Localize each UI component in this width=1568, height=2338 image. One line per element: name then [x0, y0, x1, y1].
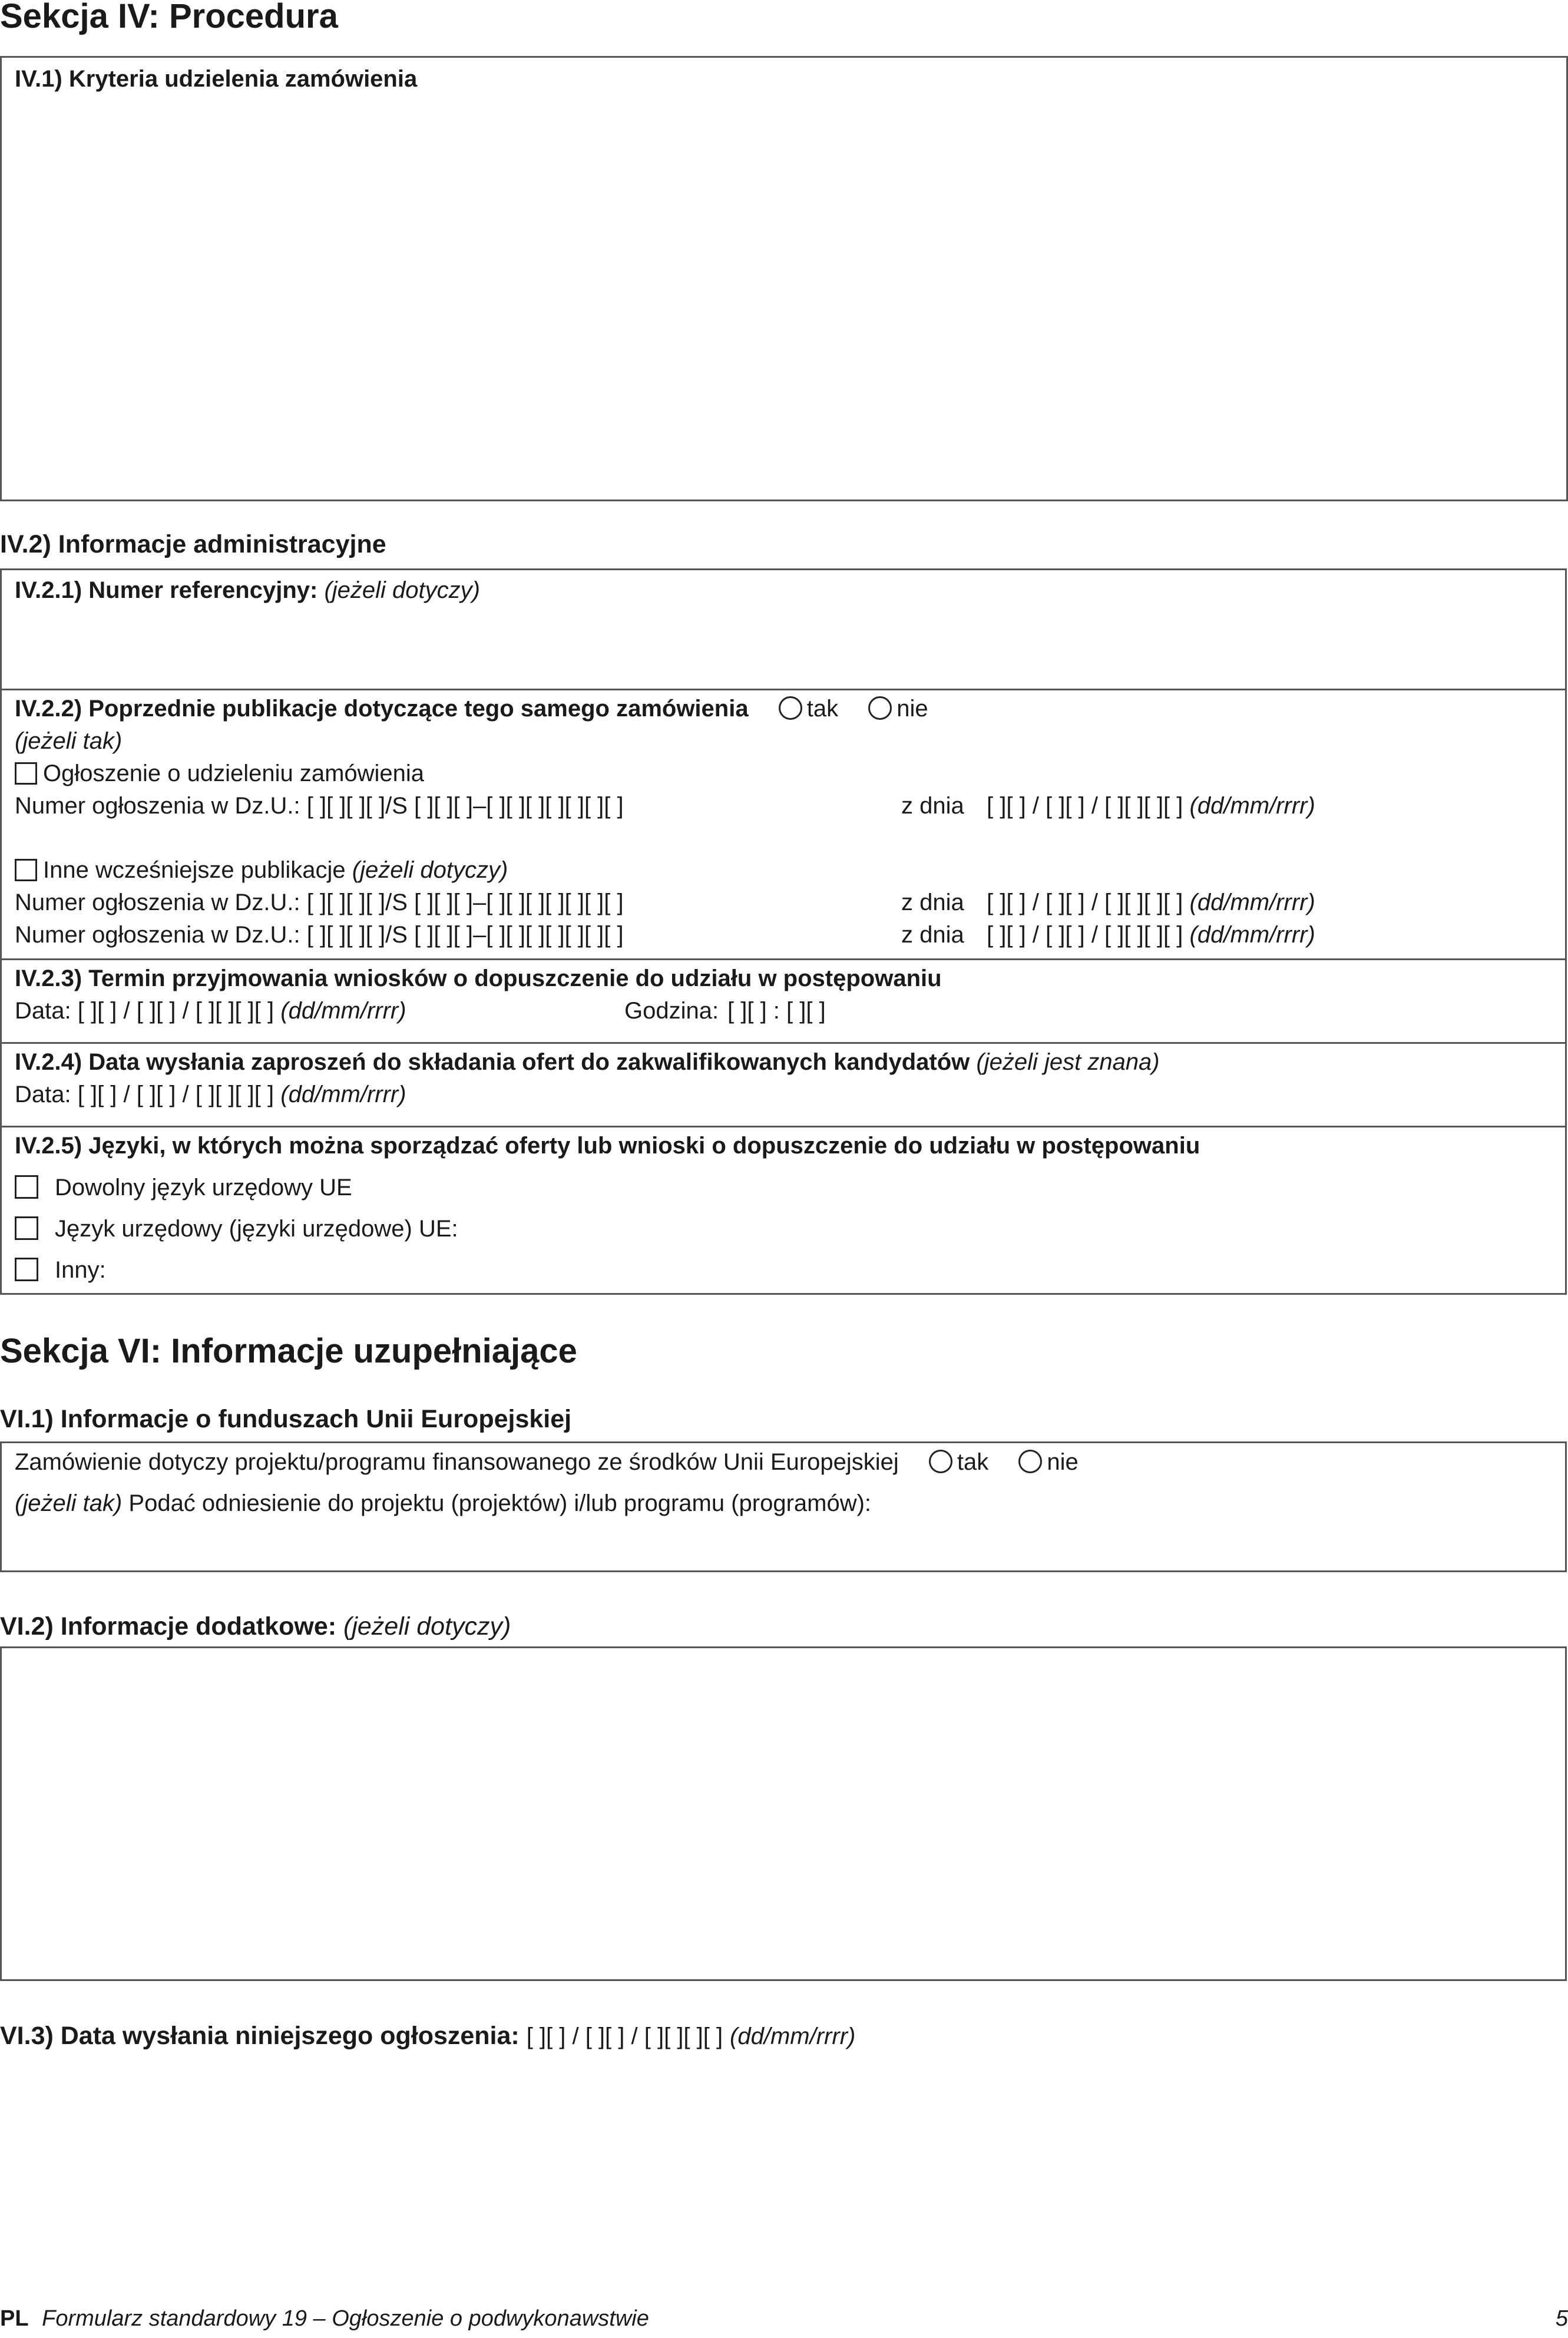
iv21-note: (jeżeli dotyczy) — [324, 577, 480, 603]
language-checkbox[interactable] — [15, 1175, 38, 1199]
vi2-title: VI.2) Informacje dodatkowe: — [0, 1612, 337, 1641]
other-publications-note: (jeżeli dotyczy) — [352, 857, 508, 883]
iv21-label: IV.2.1) Numer referencyjny: — [15, 577, 318, 603]
divider — [2, 1126, 1565, 1127]
other-publications-label: Inne wcześniejsze publikacje — [43, 857, 346, 883]
iv21-line — [15, 577, 480, 604]
no-label: nie — [1047, 1449, 1079, 1475]
oj-number-field[interactable]: Numer ogłoszenia w Dz.U.: [ ][ ][ ][ ]/S [ ][ ][ ]–[ ][ ][ ][ ][ ][ ][ ] — [15, 889, 624, 915]
vi3-title: VI.3) Data wysłania niniejszego ogłoszenia: — [0, 2022, 520, 2050]
divider — [2, 689, 1565, 690]
iv22-label: IV.2.2) Poprzednie publikacje dotyczące tego samego zamówienia — [15, 696, 749, 722]
award-notice-line — [15, 760, 424, 787]
vi1-reference: Podać odniesienie do projektu (projektów) i/lub programu (programów): — [128, 1490, 872, 1516]
date-field[interactable]: [ ][ ] / [ ][ ] / [ ][ ][ ][ ] (dd/mm/rrrr) — [987, 793, 1315, 819]
language-checkbox[interactable] — [15, 1258, 38, 1281]
section-vi-title: Sekcja VI: Informacje uzupełniające — [0, 1332, 577, 1370]
vi1-if-yes: (jeżeli tak) — [15, 1490, 123, 1516]
date-label: Data: — [15, 1082, 71, 1107]
date-prefix: z dnia — [901, 889, 964, 915]
vi1-reference-line — [15, 1490, 871, 1517]
language-option: Inny: — [15, 1257, 106, 1284]
iv1-title: IV.1) Kryteria udzielenia zamówienia — [15, 66, 418, 92]
iv22-if-yes: (jeżeli tak) — [15, 728, 123, 754]
language-option: Dowolny język urzędowy UE — [15, 1175, 352, 1201]
date-prefix: z dnia — [901, 922, 964, 948]
section-iv-title: Sekcja IV: Procedura — [0, 0, 338, 35]
iv23-label: IV.2.3) Termin przyjmowania wniosków o dopuszczenie do udziału w postępowaniu — [15, 965, 942, 991]
iv24-line — [15, 1049, 1160, 1076]
date-format: (dd/mm/rrrr) — [280, 998, 406, 1024]
vi1-question-line — [15, 1449, 1079, 1476]
vi1-title: VI.1) Informacje o funduszach Unii Europejskiej — [0, 1405, 572, 1433]
iv2-title: IV.2) Informacje administracyjne — [0, 530, 386, 558]
iv24-note: (jeżeli jest znana) — [976, 1049, 1160, 1075]
iv22-line — [15, 696, 928, 722]
publication-row-3 — [15, 922, 1315, 948]
publication-row-1 — [15, 793, 1315, 819]
iv24-date-line — [15, 1082, 406, 1108]
iv25-label: IV.2.5) Języki, w których można sporządzać oferty lub wnioski o dopuszczenie do udziału w postępowaniu — [15, 1133, 1200, 1159]
date-field[interactable]: [ ][ ] / [ ][ ] / [ ][ ][ ][ ] — [77, 1082, 274, 1107]
yes-label: tak — [806, 696, 839, 722]
date-prefix: z dnia — [901, 793, 964, 819]
oj-number-field[interactable]: Numer ogłoszenia w Dz.U.: [ ][ ][ ][ ]/S [ ][ ][ ]–[ ][ ][ ][ ][ ][ ][ ] — [15, 793, 624, 819]
divider — [2, 958, 1565, 960]
vi2-note: (jeżeli dotyczy) — [343, 1612, 511, 1641]
footer — [0, 2306, 1568, 2332]
eu-funds-box — [0, 1441, 1567, 1572]
date-field[interactable]: [ ][ ] / [ ][ ] / [ ][ ][ ][ ] (dd/mm/rrrr) — [987, 922, 1315, 948]
no-radio[interactable] — [1018, 1450, 1042, 1473]
yes-radio[interactable] — [929, 1450, 952, 1473]
additional-info-box[interactable] — [0, 1646, 1567, 1981]
divider — [2, 1042, 1565, 1044]
admin-info-box — [0, 568, 1567, 1295]
iv24-label: IV.2.4) Data wysłania zaproszeń do składania ofert do zakwalifikowanych kandydatów — [15, 1049, 970, 1075]
iv23-date-line — [15, 998, 826, 1024]
vi2-line — [0, 1612, 511, 1641]
no-radio[interactable] — [868, 696, 892, 720]
vi1-question: Zamówienie dotyczy projektu/programu finansowanego ze środków Unii Europejskiej — [15, 1449, 899, 1475]
yes-label: tak — [957, 1449, 989, 1475]
vi3-date-format: (dd/mm/rrrr) — [730, 2023, 856, 2049]
vi3-line — [0, 2022, 855, 2051]
language-checkbox[interactable] — [15, 1216, 38, 1240]
vi3-date-field[interactable]: [ ][ ] / [ ][ ] / [ ][ ][ ][ ] — [526, 2023, 723, 2049]
no-label: nie — [897, 696, 928, 722]
date-format: (dd/mm/rrrr) — [280, 1082, 406, 1107]
oj-number-field[interactable]: Numer ogłoszenia w Dz.U.: [ ][ ][ ][ ]/S [ ][ ][ ]–[ ][ ][ ][ ][ ][ ][ ] — [15, 922, 624, 948]
date-label: Data: — [15, 998, 71, 1024]
date-field[interactable]: [ ][ ] / [ ][ ] / [ ][ ][ ][ ] — [77, 998, 274, 1024]
other-publications-checkbox[interactable] — [15, 859, 37, 881]
footer-title: Formularz standardowy 19 – Ogłoszenie o podwykonawstwie — [42, 2306, 649, 2331]
time-field[interactable]: [ ][ ] : [ ][ ] — [727, 998, 826, 1024]
language-option: Język urzędowy (języki urzędowe) UE: — [15, 1216, 458, 1242]
page-number: 5 — [1555, 2306, 1568, 2331]
award-notice-label: Ogłoszenie o udzieleniu zamówienia — [43, 760, 425, 786]
other-publications-line — [15, 857, 508, 884]
footer-lang: PL — [0, 2306, 29, 2331]
publication-row-2 — [15, 889, 1315, 916]
time-label: Godzina: — [624, 998, 719, 1024]
criteria-box[interactable] — [0, 56, 1568, 501]
date-field[interactable]: [ ][ ] / [ ][ ] / [ ][ ][ ][ ] (dd/mm/rrrr) — [987, 889, 1315, 915]
award-notice-checkbox[interactable] — [15, 762, 37, 785]
yes-radio[interactable] — [779, 696, 802, 720]
